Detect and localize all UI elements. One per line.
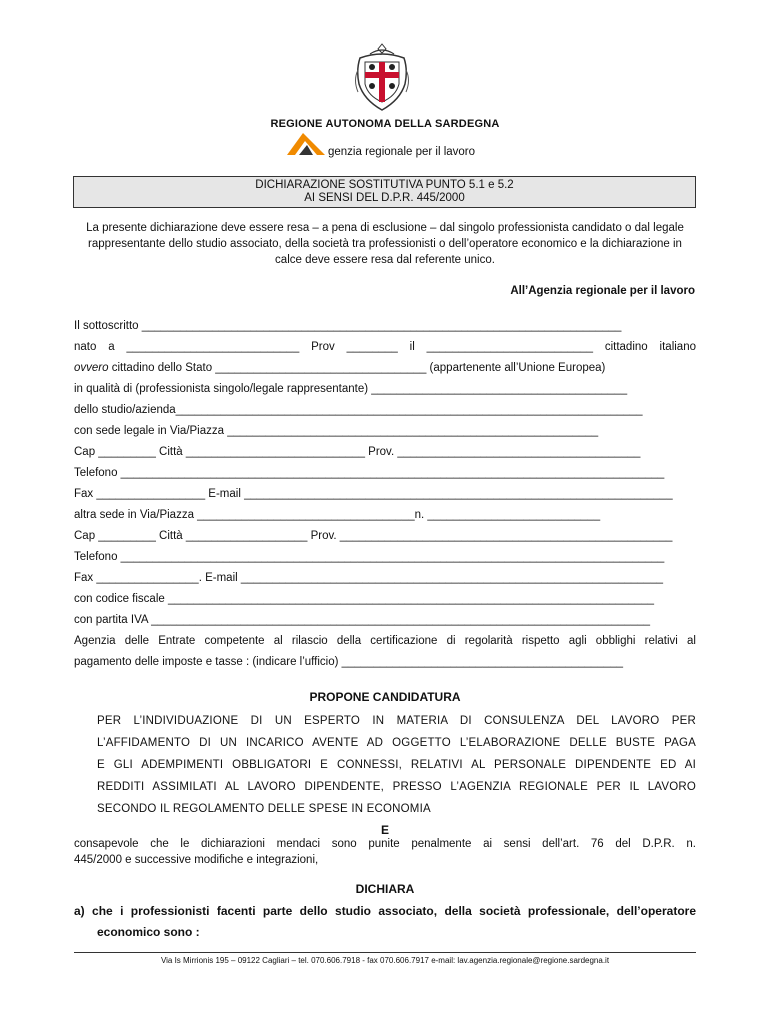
ovvero-text: cittadino dello Stato _________________________________ (appartenente all’Unione Europea): [108, 362, 606, 374]
form-line-studio: dello studio/azienda_________________________________________________________________________: [74, 404, 643, 416]
region-name: REGIONE AUTONOMA DELLA SARDEGNA: [270, 118, 500, 130]
conjunction-e: E: [380, 823, 389, 837]
sardinia-coat-of-arms: [350, 40, 414, 114]
form-line-fax-1: Fax _________________ E-mail ___________________________________________________________________: [74, 488, 673, 500]
consapevole-line-1: consapevole che le dichiarazioni mendaci sono punite penalmente ai sensi dell’art. 76 del D.P.R. n.: [74, 838, 696, 850]
intro-line-1: La presente dichiarazione deve essere resa – a pena di esclusione – dal singolo professionista candidato o dal legale: [86, 222, 684, 234]
form-line-altra-sede: altra sede in Via/Piazza __________________________________n. ___________________________: [74, 509, 601, 521]
form-line-cap-2: Cap _________ Città ___________________ Prov. ____________________________________________________: [74, 530, 673, 542]
title-line-2: AI SENSI DEL D.P.R. 445/2000: [304, 192, 465, 204]
form-line-fax-2: Fax ________________. E-mail __________________________________________________________________: [74, 572, 663, 584]
form-line-sede-legale: con sede legale in Via/Piazza __________________________________________________________: [74, 425, 599, 437]
agency-name: genzia regionale per il lavoro: [328, 146, 476, 158]
form-line-codice-fiscale: con codice fiscale ____________________________________________________________________________: [74, 593, 655, 605]
form-line-sottoscritto: Il sottoscritto ___________________________________________________________________________: [74, 320, 622, 332]
form-line-qualita: in qualità di (professionista singolo/legale rappresentante) ________________________________________: [74, 383, 628, 395]
dichiara-title: DICHIARA: [355, 882, 415, 896]
propone-line-2: L’AFFIDAMENTO DI UN INCARICO AVENTE AD OGGETTO L’ELABORAZIONE DELLE BUSTE PAGA: [97, 737, 696, 749]
form-line-telefono-2: Telefono _____________________________________________________________________________________: [74, 551, 665, 563]
form-line-nato: nato a ___________________________ Prov ________ il __________________________ cittadino italiano: [74, 341, 696, 353]
intro-line-2: rappresentante dello studio associato, della società tra professionisti o dell’operatore economico e la dichiarazione in: [88, 238, 682, 250]
form-line-agenzia-entrate: Agenzia delle Entrate competente al rilascio della certificazione di regolarità rispetto agli obblighi relativi al: [74, 635, 696, 647]
consapevole-line-2: 445/2000 e successive modifiche e integrazioni,: [74, 854, 319, 866]
ovvero-label: ovvero: [74, 362, 109, 374]
footer-address: Via Is Mirrionis 195 – 09122 Cagliari – tel. 070.606.7918 - fax 070.606.7917 e-mail: lav.agenzia.regionale@regione.sardegna.it: [160, 956, 610, 965]
form-line-partita-iva: con partita IVA ______________________________________________________________________________: [74, 614, 651, 626]
dichiara-a-line-2: economico sono :: [97, 925, 200, 939]
addressee: All’Agenzia regionale per il lavoro: [510, 285, 695, 297]
propone-line-5: SECONDO IL REGOLAMENTO DELLE SPESE IN ECONOMIA: [97, 803, 431, 815]
dichiara-a-line-1: a) che i professionisti facenti parte dello studio associato, della società professionale, dell’operatore: [74, 904, 696, 918]
title-box: [73, 176, 696, 208]
propone-line-4: REDDITI ASSIMILATI AL LAVORO DIPENDENTE, PRESSO L’AGENZIA REGIONALE PER IL LAVORO: [97, 781, 696, 793]
agency-logo-icon: [285, 131, 327, 157]
form-line-ovvero: [74, 362, 696, 374]
propone-line-3: E GLI ADEMPIMENTI OBBLIGATORI E CONNESSI, RELATIVI AL PERSONALE DIPENDENTE ED AI: [97, 759, 696, 771]
propone-title: PROPONE CANDIDATURA: [309, 690, 461, 704]
propone-line-1: PER L’INDIVIDUAZIONE DI UN ESPERTO IN MATERIA DI CONSULENZA DEL LAVORO PER: [97, 715, 696, 727]
title-line-1: DICHIARAZIONE SOSTITUTIVA PUNTO 5.1 e 5.2: [255, 179, 514, 191]
form-line-cap-1: Cap _________ Città ____________________________ Prov. ______________________________________: [74, 446, 641, 458]
form-line-pagamento: pagamento delle imposte e tasse : (indicare l’ufficio) ____________________________________________: [74, 656, 624, 668]
form-line-telefono-1: Telefono _____________________________________________________________________________________: [74, 467, 665, 479]
footer-divider: [74, 952, 696, 953]
intro-line-3: calce deve essere resa dal referente unico.: [275, 254, 495, 266]
